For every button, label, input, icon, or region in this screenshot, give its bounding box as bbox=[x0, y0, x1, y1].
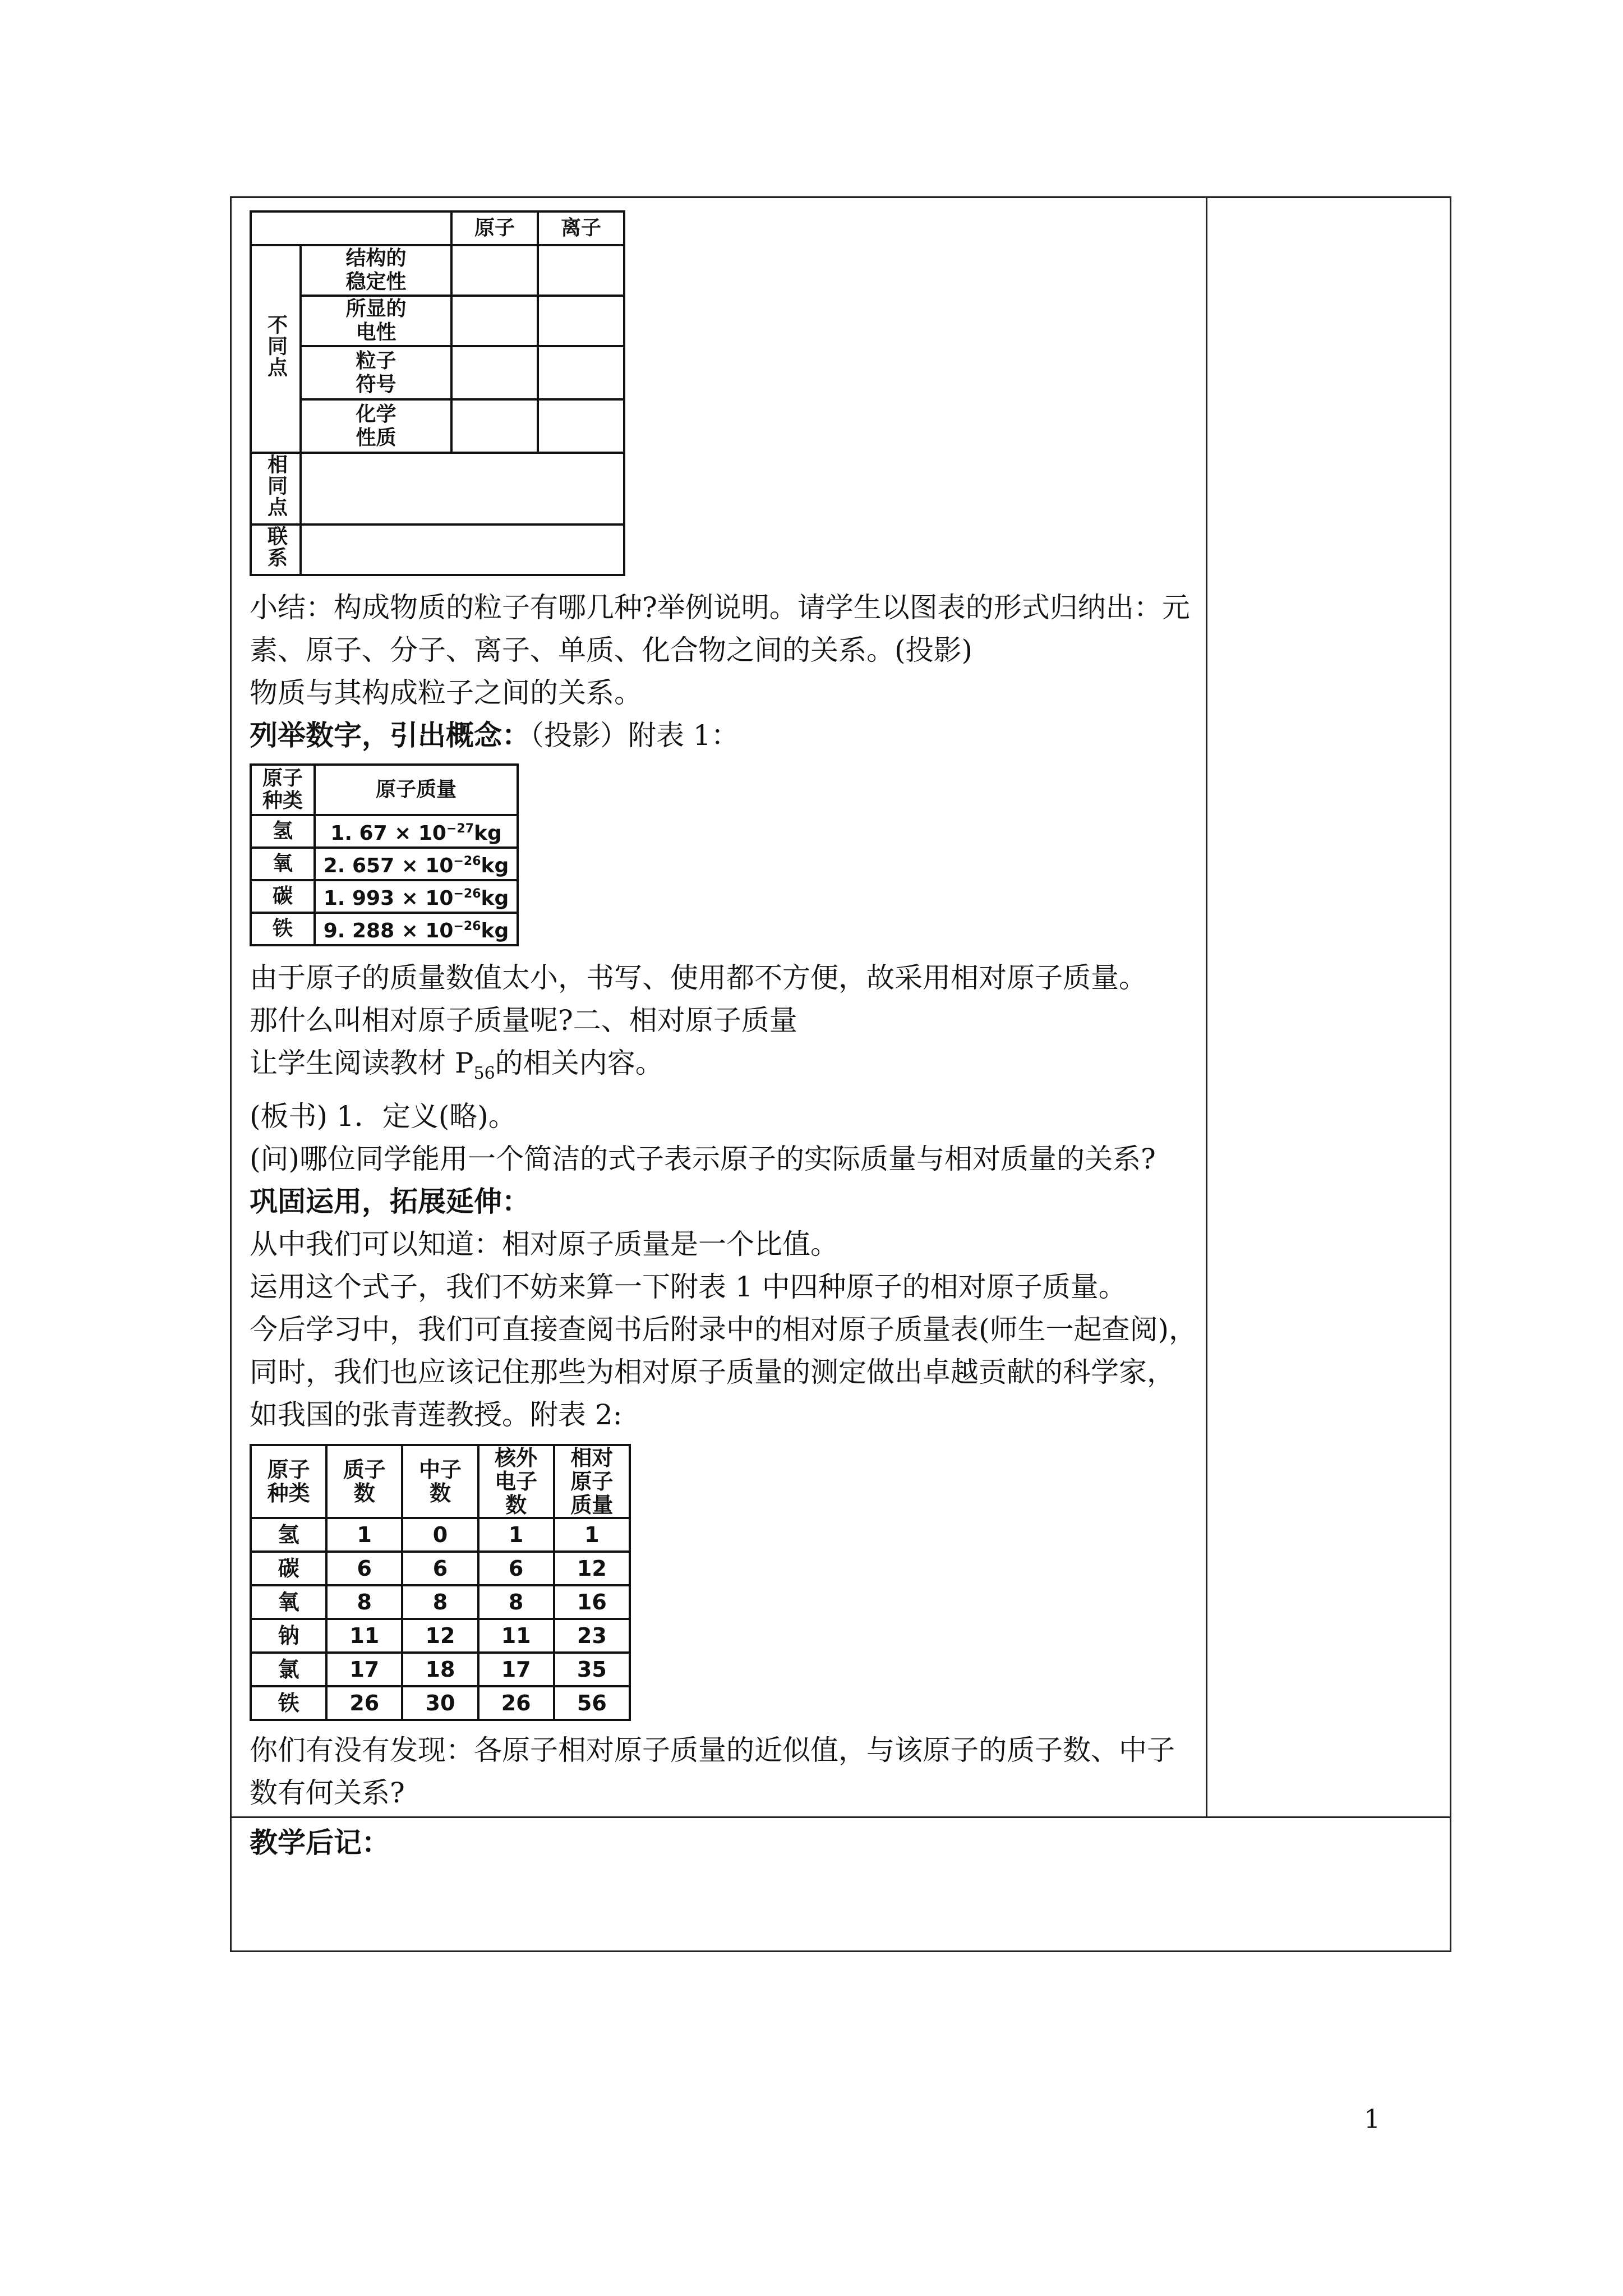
para-line: 让学生阅读教材 $P_{56}$的相关内容。 bbox=[250, 1047, 663, 1083]
value-cell: 56 bbox=[554, 1686, 630, 1720]
value-cell: 6 bbox=[402, 1552, 478, 1585]
header-cell: 中子 数 bbox=[402, 1445, 478, 1518]
differences-label: 不同点 bbox=[251, 245, 301, 453]
header-atomic-mass: 原子质量 bbox=[315, 765, 518, 815]
value-cell: 1 bbox=[478, 1518, 554, 1552]
row-label: 所显的 电性 bbox=[301, 296, 451, 346]
header-atom-type: 原子 种类 bbox=[251, 765, 315, 815]
header-cell: 相对 原子 质量 bbox=[554, 1445, 630, 1518]
para-line: 如我国的张青莲教授。附表 2: bbox=[250, 1398, 623, 1431]
value-cell: 30 bbox=[402, 1686, 478, 1720]
relative-atomic-mass-table bbox=[250, 1444, 631, 1721]
mass-cell: 1. $67 \times 10^{-27}kg$ bbox=[315, 815, 518, 848]
row-label: 化学 性质 bbox=[301, 399, 451, 453]
teaching-postscript-label: 教学后记： bbox=[250, 1826, 390, 1859]
mass-cell: 1. $993 \times 10^{-26}kg$ bbox=[315, 880, 518, 913]
value-cell: 1 bbox=[554, 1518, 630, 1552]
row-label: 结构的 稳定性 bbox=[301, 245, 451, 296]
element-cell: 钠 bbox=[251, 1619, 326, 1653]
mass-cell: 9. $288 \times 10^{-26}kg$ bbox=[315, 913, 518, 945]
value-cell: 11 bbox=[478, 1619, 554, 1653]
value-cell: 26 bbox=[326, 1686, 402, 1720]
element-cell: 氯 bbox=[251, 1653, 326, 1686]
para-line: 从中我们可以知道：相对原子质量是一个比值。 bbox=[250, 1228, 838, 1260]
value-cell: 23 bbox=[554, 1619, 630, 1653]
element-cell: 碳 bbox=[251, 880, 315, 913]
value-cell: 6 bbox=[478, 1552, 554, 1585]
main-content bbox=[250, 210, 1197, 1814]
value-cell: 8 bbox=[326, 1585, 402, 1619]
element-cell: 氧 bbox=[251, 1585, 326, 1619]
relation-label: 联系 bbox=[251, 524, 301, 575]
value-cell: 6 bbox=[326, 1552, 402, 1585]
value-cell: 12 bbox=[402, 1619, 478, 1653]
header-cell: 质子 数 bbox=[326, 1445, 402, 1518]
element-cell: 碳 bbox=[251, 1552, 326, 1585]
value-cell: 16 bbox=[554, 1585, 630, 1619]
row-label: 粒子 符号 bbox=[301, 346, 451, 399]
value-cell: 1 bbox=[326, 1518, 402, 1552]
atom-ion-comparison-table bbox=[250, 210, 625, 576]
para-line: (板书) 1．定义(略)。 bbox=[250, 1100, 517, 1133]
para-line: (问)哪位同学能用一个简洁的式子表示原子的实际质量与相对质量的关系? bbox=[250, 1143, 1156, 1175]
header-ion: 离子 bbox=[538, 211, 624, 245]
header-cell: 原子 种类 bbox=[251, 1445, 326, 1518]
para-line: 数有何关系? bbox=[250, 1777, 405, 1809]
page-number: 1 bbox=[1364, 2104, 1381, 2134]
para-line: 那什么叫相对原子质量呢?二、相对原子质量 bbox=[250, 1004, 797, 1037]
element-cell: 铁 bbox=[251, 1686, 326, 1720]
para-line: 运用这个式子，我们不妨来算一下附表 1 中四种原子的相对原子质量。 bbox=[250, 1271, 1127, 1303]
header-cell: 核外 电子 数 bbox=[478, 1445, 554, 1518]
similarities-label: 相同点 bbox=[251, 453, 301, 524]
element-cell: 氢 bbox=[251, 1518, 326, 1552]
value-cell: 17 bbox=[326, 1653, 402, 1686]
para-line: 由于原子的质量数值太小，书写、使用都不方便，故采用相对原子质量。 bbox=[250, 961, 1147, 994]
summary-line-2: 素、原子、分子、离子、单质、化合物之间的关系。(投影) bbox=[250, 634, 973, 666]
value-cell: 11 bbox=[326, 1619, 402, 1653]
header-atom: 原子 bbox=[451, 211, 538, 245]
element-cell: 氢 bbox=[251, 815, 315, 848]
section-heading-concept: 列举数字，引出概念：（投影）附表 1： bbox=[250, 719, 739, 752]
value-cell: 17 bbox=[478, 1653, 554, 1686]
para-line: 今后学习中，我们可直接查阅书后附录中的相对原子质量表(师生一起查阅)， bbox=[250, 1313, 1197, 1346]
summary-line-1: 小结：构成物质的粒子有哪几种?举例说明。请学生以图表的形式归纳出：元 bbox=[250, 591, 1190, 624]
element-cell: 氧 bbox=[251, 848, 315, 880]
value-cell: 8 bbox=[478, 1585, 554, 1619]
column-divider bbox=[1206, 196, 1207, 1818]
value-cell: 18 bbox=[402, 1653, 478, 1686]
value-cell: 26 bbox=[478, 1686, 554, 1720]
atomic-mass-table bbox=[250, 763, 519, 946]
row-divider bbox=[230, 1816, 1451, 1818]
summary-line-3: 物质与其构成粒子之间的关系。 bbox=[250, 677, 642, 709]
element-cell: 铁 bbox=[251, 913, 315, 945]
mass-cell: 2. $657 \times 10^{-26}kg$ bbox=[315, 848, 518, 880]
value-cell: 0 bbox=[402, 1518, 478, 1552]
para-line: 你们有没有发现：各原子相对原子质量的近似值，与该原子的质子数、中子 bbox=[250, 1734, 1175, 1766]
para-line: 同时，我们也应该记住那些为相对原子质量的测定做出卓越贡献的科学家， bbox=[250, 1356, 1175, 1388]
value-cell: 12 bbox=[554, 1552, 630, 1585]
value-cell: 8 bbox=[402, 1585, 478, 1619]
value-cell: 35 bbox=[554, 1653, 630, 1686]
section-heading-consolidate: 巩固运用，拓展延伸： bbox=[250, 1185, 530, 1218]
